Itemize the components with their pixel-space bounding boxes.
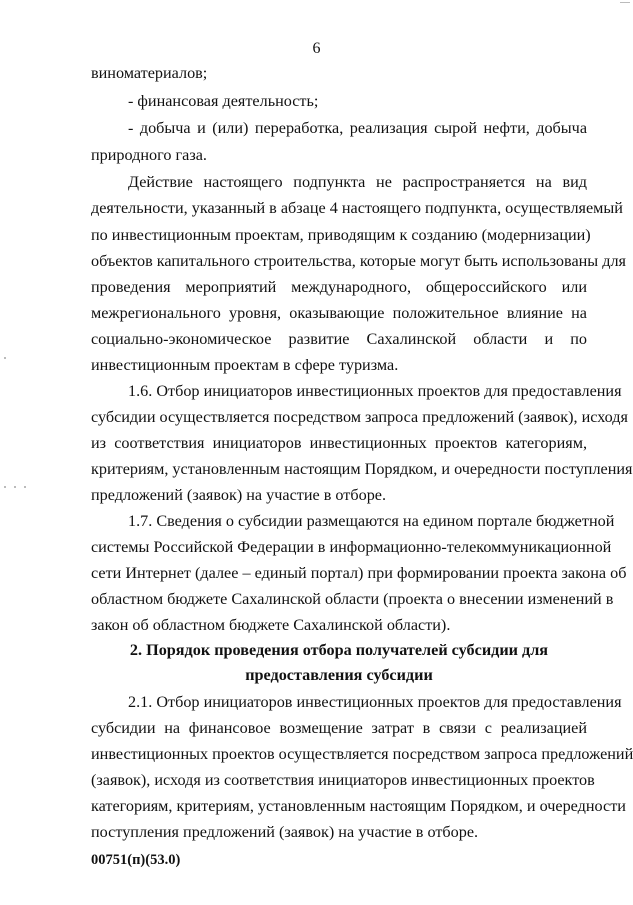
body-line: Действие настоящего подпункта не распространяется на вид [128,173,587,191]
body-line: (заявок), исходя из соответствия инициаторов инвестиционных проектов [91,771,595,789]
body-line: по инвестиционным проектам, приводящим к созданию (модернизации) [91,226,591,244]
page-number: 6 [312,40,321,57]
body-line: природного газа. [91,146,207,164]
body-line: 1.6. Отбор инициаторов инвестиционных проектов для предоставления [128,382,622,400]
body-line: объектов капитального строительства, которые могут быть использованы для [91,252,626,270]
body-line: критериям, установленным настоящим Порядком, и очередности поступления [91,460,633,478]
body-line: субсидии осуществляется посредством запроса предложений (заявок), исходя [91,408,628,426]
section-heading: 2. Порядок проведения отбора получателей субсидии для [129,641,549,659]
scan-line [620,2,630,3]
body-line: предложений (заявок) на участие в отборе. [91,486,387,504]
scan-dot [24,486,26,488]
document-code: 00751(п)(53.0) [91,852,181,868]
body-line: виноматериалов; [91,64,208,82]
body-line: поступления предложений (заявок) на участие в отборе. [91,823,479,841]
body-line: из соответствия инициаторов инвестиционных проектов категориям, [91,434,587,452]
section-heading: предоставления субсидии [245,666,433,684]
body-line: субсидии на финансовое возмещение затрат в связи с реализацией [91,719,587,737]
body-line: межрегионального уровня, оказывающие положительное влияние на [91,304,587,322]
scan-dot [14,486,16,488]
body-line: социально-экономическое развитие Сахалинской области и по [91,330,587,348]
body-line: проведения мероприятий международного, общероссийского или [91,278,587,296]
body-line: инвестиционных проектов осуществляется посредством запроса предложений [91,745,633,763]
body-line: - добыча и (или) переработка, реализация сырой нефти, добыча [128,119,587,137]
body-line: - финансовая деятельность; [128,92,319,110]
body-line: 2.1. Отбор инициаторов инвестиционных проектов для предоставления [128,693,622,711]
scan-dot [4,357,6,359]
body-line: системы Российской Федерации в информационно-телекоммуникационной [91,538,612,556]
body-line: областном бюджете Сахалинской области (проекта о внесении изменений в [91,590,614,608]
body-line: 1.7. Сведения о субсидии размещаются на едином портале бюджетной [128,512,615,530]
body-line: инвестиционным проектам в сфере туризма. [91,356,399,374]
body-line: сети Интернет (далее – единый портал) при формировании проекта закона об [91,564,627,582]
body-line: деятельности, указанный в абзаце 4 настоящего подпункта, осуществляемый [91,199,623,217]
body-line: категориям, критериям, установленным настоящим Порядком, и очередности [91,797,626,815]
scan-dot [4,486,6,488]
body-line: закон об областном бюджете Сахалинской области). [91,616,451,634]
